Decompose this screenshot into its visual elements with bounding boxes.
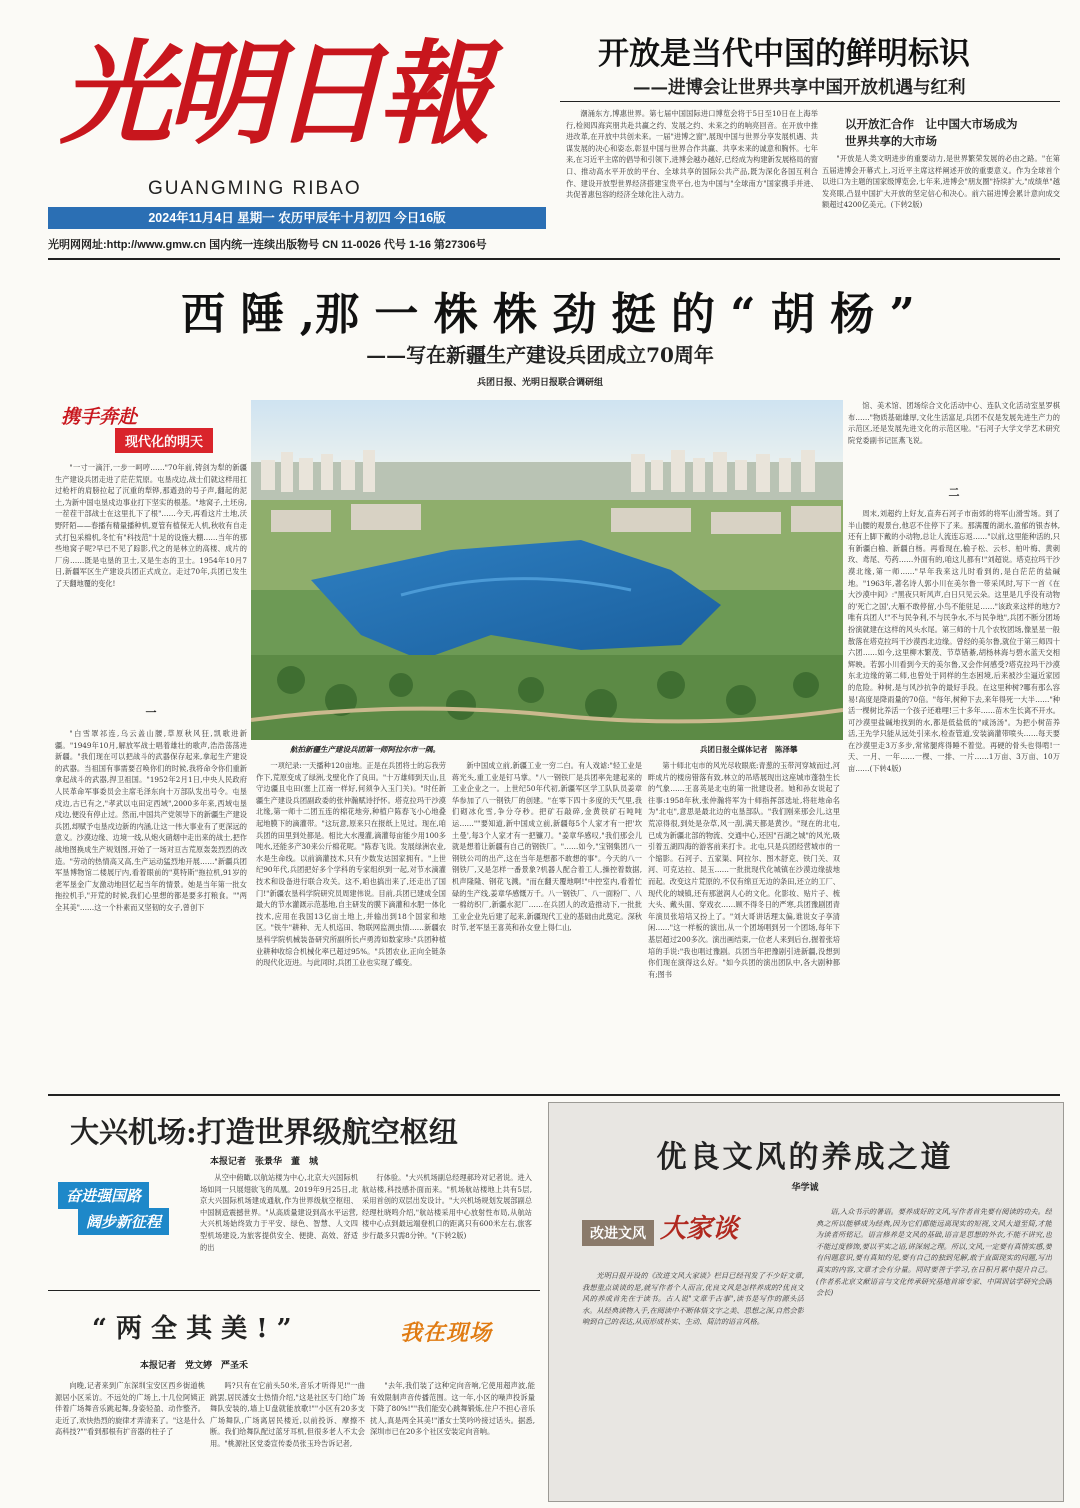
wenfeng-badge-line1: 改进文风	[582, 1220, 654, 1246]
liangquan-byline: 本报记者 党文婷 严圣禾	[140, 1361, 249, 1371]
top-story-text-left: 潮涌东方,博惠世界。第七届中国国际进口博览会将于5日至10日在上海举行,检阅四海宾朋共赴共赢之约、发展之约、未来之约的响亮回音。在开放中推进改革,在开放中共创未来。一届"进博之窗",展现中国与世界分享发展机遇、共谋发展的决心和姿态,彰显中国与世界合作共赢、共享未来的诚意和胸怀。七年来,在习近平主席的倡导和引领下,进博会越办越好,已经成为构建新发展格局的窗口、推动高水平开放的平台、全球共享的国际公共产品,既为深化各国互利合作、建设开放型世界经济搭建宝贵平台,也为中国与"全球南方"国家携手并进、共促普惠包容的经济全球化注入动力。	[566, 109, 818, 200]
logo-calligraphy: 光明日報	[60, 29, 484, 160]
on-site-badge	[400, 1316, 500, 1356]
on-site-badge-text: 我在现场	[400, 1320, 493, 1346]
section-number-two: 二	[948, 486, 960, 499]
wenfeng-headline: 优良文风的养成之道	[656, 1140, 954, 1175]
masthead-pinyin: GUANGMING RIBAO	[148, 178, 362, 199]
daxing-series-badge	[58, 1178, 194, 1236]
aerial-city-lake-image	[251, 400, 843, 740]
series-badge	[55, 400, 245, 456]
daxing-badge-line2: 阔步新征程	[78, 1208, 169, 1235]
publication-info: 光明网网址:http://www.gmw.cn 国内统一连续出版物号 CN 11-0026 代号 1-16 第27306号	[48, 239, 487, 251]
daxing-col-1: 从空中俯瞰,以航站楼为中心,北京大兴国际机场如同一只展翅欲飞的凤凰。2019年9月25日,北京大兴国际机场建成通航,作为世界级航空枢纽、中国制造震撼世界。"从高质量建设到高水平运营,大兴机场始终致力于平安、绿色、智慧、人文四型机场建设,为旅客提供安全、便捷、高效、舒适的出	[200, 1173, 358, 1252]
top-story-rule	[560, 101, 1060, 102]
wenfeng-byline: 华学诚	[791, 1183, 819, 1193]
wenfeng-series-badge	[582, 1206, 772, 1266]
daxing-bottom-rule	[48, 1290, 540, 1291]
top-story-headline: 开放是当代中国的鲜明标识	[598, 36, 970, 72]
photo-caption: 航拍新疆生产建设兵团第一师阿拉尔市一隅。	[290, 745, 440, 754]
main-col-4: 第十师北屯市的风光尽收眼底:青葱的玉带河穿城而过,河畔成片的楼房错落有致,林立的吊塔展现出这座城市蓬勃生长的气象……王喜英是北屯的第一批建设者。她和孙女说起了往事:1958年秋,张仲瀚将军为十师指挥部选址,将驻地命名为"北屯",意思是最北边的屯垦部队。"我们刚来那会儿,这里荒凉得很,到处是杂草,风一刮,满天都是黄沙。"现在的北屯,已成为新疆北部的物流、交通中心,还因"百湖之城"的风光,吸引着五湖四海的游客前来打卡。北屯,只是兵团经营城市的一个缩影。石河子、五家渠、阿拉尔、图木舒克、铁门关、双河、可克达拉、昆玉……一批批现代化城镇在沙漠边缘拔地而起。改变这片荒原的,不仅有绵亘无边的条田,还立的工厂、现代化的城镇,还有那滋润人心的文化。化影妆、贴片子、梳大头、戴头面、穿戏衣……顾不得冬日的严寒,兵团豫剧团青年演员张培培又扮上了。"刘大哥讲话理太偏,谁说女子享清闲……"这一样板的演出,从一个团场唱到另一个团场,每年下基层超过200多次。演出画结束,一位老人来到后台,握着张培培的手说:"我也唱过豫剧。兵团当年把豫剧引进新疆,没想到你们现在演得这么好。"如今兵团的演出团队中,各大剧种都有;图书	[648, 761, 840, 979]
main-story-byline: 兵团日报、光明日报联合调研组	[476, 378, 603, 388]
daxing-badge-line1: 奋进强国路	[58, 1182, 149, 1209]
main-col-3: 新中国成立前,新疆工业一穷二白。有人戏谑:"轻工业是蒋光头,重工业是钉马掌。"八一钢铁厂是兵团率先建起来的工业企业之一。上世纪50年代初,新疆军区学工队队员姜章华参加了八一钢铁厂的创建。"在零下四十多度的天气里,我们砌冰化雪,争分夺秒。把矿石敲碎,金黄铁矿石吨吨运……""要知道,新中国成立前,新疆每5个人家才有一把'坎土曼',每3个人家才有一把镰刀。"姜章华感叹,"我们那会儿就是想着让新疆有自己的钢铁厂。"……如今,"宝钢集团八一钢铁公司的出产,这在当年是想都不敢想的事"。今天的八一钢铁厂,又是怎样一番景象?机器人配合着工人,操控着数据,机声隆隆、钢花飞溅。"而在翻天覆地啊!"中控室内,看着忙碌的生产线,姜章华感慨万千。八一钢铁厂、八一面粉厂、八一棉纺织厂,新疆水泥厂……在兵团人的改造推动下,一批批工业企业先后建了起来,新疆现代工业的基础由此奠定。深秋时节,老军垦王喜英和孙女登上得仁山,	[452, 761, 642, 933]
photo-credit: 兵团日报全媒体记者 陈泽攀	[700, 745, 798, 754]
series-badge-title: 携手奔赴	[61, 406, 138, 428]
liangquan-col-1: 向晚,记者来到广东深圳宝安区西乡街道桃源居小区采访。不远处的广场上,十几位阿姨正伴着广场舞音乐跳起舞,身姿轻盈、动作整齐。走近了,欢快热烈的旋律才弄清来了。"这是什么高科技?""看到那根有扩音器的柱子了	[55, 1381, 205, 1437]
liangquan-headline: “ 两 全 其 美 ! ”	[92, 1314, 292, 1344]
main-col-5-top: 馆、美术馆、团场综合文化活动中心、连队文化活动室星罗棋布……"物质基础雄厚,文化生活富足,兵团不仅是发展先进生产力的示范区,还是发展先进文化的示范区啦。"石河子大学文学艺术研究院党委副书记匡燕飞说。	[848, 401, 1060, 445]
masthead-logo	[60, 20, 484, 170]
daxing-col-2: 行体验。"大兴机场副总经理郝玲对记者说。进入航站楼,科技感扑面而来。"机场航站楼地上共有5层,采用首创的双层出发设计。"大兴机场规划发展部副总经理杜晓鸣介绍,"航站楼采用中心放射性布局,从航站楼中心点到最远端登机口的距离只有600米左右,旅客步行最多只需8分钟。"(下转2版)	[362, 1173, 532, 1240]
main-col-1-bottom: "白雪罩祁连,乌云盖山腰,草原秋风狂,凯歌进新疆。"1949年10月,解放军战士唱着雄壮的歌声,浩浩荡荡进新疆。"我们现在可以把战斗的武器保存起来,拿起生产建设的武器。当祖国有事需要召唤你们的时候,我将命令你们重新拿起战斗的武器,捍卫祖国。"1952年2月1日,中央人民政府人民革命军事委员会主席毛泽东向十万部队发出号令。屯垦戍边,古已有之,"孝武以屯田定西域",2000多年来,西域屯垦戍边,便没有停止过。然而,中国共产党领导下的新疆生产建设兵团,却赋予屯垦戍边新的内涵,让这一伟大事业有了更深远的意义。沙漠边缘、边境一线,从炮火硝烟中走出来的战士,把作战地图换成生产规划图,开始了一场对亘古荒原轰轰烈烈的改造。"劳动的热情高又高,生产运动猛烈地开展……"新疆兵团军垦博物馆二楼展厅内,看着眼前的"莫特斯"拖拉机,91岁的老军垦金广友激动地回忆起当年的情景。她是当年第一批女拖拉机手,"开荒的时候,我们心里想的都是要多打粮食。""两全其美"……这一个朴素而又坚韧的女子,曾创下	[55, 729, 247, 912]
main-story-bottom-rule	[48, 1094, 1060, 1096]
liangquan-col-2: 吗?只有在它前头50米,音乐才听得见!"一曲跳罢,居民潘女士热情介绍,"这是社区专门给广场舞队安装的,墙上U盘就能放歌!""小区有20多支广场舞队,广场离居民楼近,以前投诉、摩擦不断。我们给舞队配过蓝牙耳机,但很多老人不太会用。"桃源社区党委宣传委员张玉玲告诉记者,	[210, 1381, 365, 1448]
liangquan-col-3: "去年,我们装了这种定向音响,它使用超声波,能有效限制声音传播范围。这一年,小区的噪声投诉量下降了80%!""我们能安心跳舞锻炼,住户不担心音乐扰人,真是两全其美!"潘女士笑吟吟接过话头。据悉,深圳市已在20多个社区安装定向音响。	[370, 1381, 535, 1437]
wenfeng-badge-line2: 大家谈	[660, 1214, 739, 1244]
daxing-headline: 大兴机场:打造世界级航空枢纽	[70, 1115, 458, 1149]
top-story-side-title: 以开放汇合作 让中国大市场成为 世界共享的大市场	[845, 117, 1018, 148]
daxing-byline: 本报记者 张景华 董 城	[210, 1157, 319, 1167]
main-col-5-bottom: 周末,刘超约上好友,直奔石河子市南郊的将军山滑雪场。到了半山腰的观景台,他忍不住停下了来。那满覆的湖水,盈郁的银杏林,还有上脚下戴的小动物,总让人流连忘返……"以前,这里能种活的,只有新疆白榆、新疆白杨。再看现在,榆子松、云杉、柏叶梅、黄刺玫、鸢尾、芍药……外面有的,咱这儿都有!"刘超说。塔克拉玛干沙漠北缘,第一师……"早年我来这儿时看到的,是白茫茫的盐碱地。"1963年,著名诗人郭小川在美尔鲁一带采风时,写下一首《在大沙漠中间》:"黑夜只听风声,白日只见云朵。这里是几乎没有动物的'死亡之国',大雁不敢停留,小鸟不能驻足……"该政来这样的地方?唯有兵团人!"不与民争利,不与民争水,不与民争地",兵团不断分团场扮演就建在这样的风头水尾。第三师的十几个农牧团场,像星星一般散落在塔克拉玛干沙漠西北边缘。曾经的美尔鲁,就位于第三师四十六团……如今,这里柳木繁茂、节草错綦,胡杨林海与碧水蓝天交相辉映。若郭小川看到今天的美尔鲁,又会作何感受?塔克拉玛干沙漠东北边缘的第二师,也曾处于同样的生态困境,后来被沙尘逼近家园的危险。种树,是与风沙抗争的最好手段。在这里种树?哪有那么容易!高度是降雨量的70倍。"每年,树种下去,来年得死一大半……"种活一棵树比养活一个孩子还难哩!三十多年……苗木生长离不开水。可沙漠里盐碱地找到的水,都是低盐低的"咸汤汤"。为把小树苗养活,王先学只能从远处引来水,检查管道,安装滴灌带喷头……每天要在沙漠里走3万多步,常常腿疼得睡不着觉。再硬的骨头也得啃!一天、一月、一年……一棵、一排、一片……1万亩、3万亩、10万亩……(下转4版)	[848, 509, 1060, 774]
top-story-text-right: "开放是人类文明进步的重要动力,是世界繁荣发展的必由之路。"在第五届进博会开幕式上,习近平主席这样阐述开放的重要意义。作为全球首个以进口为主题的国家级博览会,七年来,进博会"朋友圈"持续扩大,"成绩单"越发亮眼,凸显中国扩大开放的坚定信心和决心。前六届进博会累计意向成交额超过4200亿美元。(下转2版)	[822, 154, 1060, 210]
top-story-subhead: ——进博会让世界共享中国开放机遇与红利	[633, 78, 966, 98]
wenfeng-col-2: 语,入众书示的暑语。要养成好的文风,写作者首先要有阅读的功夫。经典之所以能够成为经典,因为它们都能远离现实的短视,文风大道至简,才能为读者所铭记。语言修养是文风的基础,语言是思想的外衣,不能不讲究,也不能过度修饰,要以平实之语,讲深刻之理。所以,文风,一定要有真情实感,要有问题意识,要有真知灼见,要有自己的独到见解,敢于直面现实的问题,写出真实的内容,文章才会有分量。同时要善于学习,在日积月累中提升自己。(作者系北京文献语言与文化传承研究基地首席专家、中国训诂学研究会副会长)	[816, 1207, 1052, 1298]
masthead-rule	[48, 258, 1060, 260]
dateline-bar: 2024年11月4日 星期一 农历甲辰年十月初四 今日16版	[48, 207, 546, 229]
main-story-headline: 西 陲 ,那 一 株 株 劲 挺 的 “ 胡 杨 ”	[181, 289, 915, 340]
main-story-subhead: ——写在新疆生产建设兵团成立70周年	[366, 343, 714, 367]
main-col-2: 一项纪录:一天播种120亩地。正是在兵团将士的忘我劳作下,荒原变成了绿洲,戈壁化作了良田。"十万雄师到天山,且守边疆且屯田(塞上江南一样好,何须争入玉门关)。"时任新疆生产建设兵团副政委的张仲瀚赋诗抒怀。塔克拉玛干沙漠北缘,第一师十二团五连的棉花地旁,种植户陈春飞小心地叠起地膜下的滴灌带。"这玩意,原来只在报纸上见过。现在,咱兵团的田里到处都是。相比大水漫灌,滴灌每亩能少用100多吨水,还能多产30来公斤棉花呢。"陈春飞说。发展绿洲农业,水是生命线。以前滴灌技术,只有少数发达国家拥有。"上世纪90年代,兵团把好多个学科的专家组织到一起,对节水滴灌技术和设备进行联合攻关。这不,咱也搞出来了,还走出了国门!"新疆农垦科学院研究员周建伟说。目前,兵团已建成全国最大的节水灌溉示范基地,自主研发的膜下滴灌和水肥一体化技术,应用在我国13亿亩土地上,并输出到18个国家和地区。"铁牛"耕种、无人机巡田、物联网监测虫情……新疆农垦科学院机械装备研究所副所长卢勇涛如数家珍:"兵团种植业耕种收综合机械化率已超过95%。"兵团农业,正向全链条的现代化迈进。与此同时,兵团工业也实现了蝶变。	[256, 761, 446, 968]
wenfeng-col-1: 光明日报开设的《改进文风大家谈》栏目已经刊发了不少好文章,我想重点谈谈的是,就写作者个人而言,优良文风是怎样养成的?优良文风的养成首先在于读书。古人说"文章千古事",读书是写作的源头活水。从经典读物入手,在阅读中不断体悟文字之美、思想之深,自然会影响到自己的表达,从而形成朴实、生动、简洁的语言风格。	[582, 1271, 804, 1327]
series-badge-subtitle: 现代化的明天	[115, 428, 213, 453]
main-photo	[251, 400, 843, 740]
main-col-1-top: "一寸一滴汗,一步一呵哼……"70年前,铸剑为犁的新疆生产建设兵团走进了茫茫荒原。屯垦戍边,战士们就这样用扛过枪杆的肩膀拉起了沉重的犁铧,那遒劲的号子声,翻起的泥土,为新中国屯垦戍边事业打下坚实的根基。"地窝子,土坯房,一茬茬干部战士在这里扎下了根"……今天,再看这片土地,沃野阡陌——春播有精量播种机,夏管有植保无人机,秋收有自走式打包采棉机,冬忙有"科技范"十足的设施大棚……当年的那些地窝子呢?早已不见了踪影,代之的是林立的高楼、成片的厂房……既是屯垦的卫士,又是生态的卫士。1954年10月7日,新疆军区生产建设兵团正式成立。走过70年,兵团已发生了天翻地覆的变化!	[55, 463, 247, 588]
section-number-one: 一	[145, 706, 157, 719]
